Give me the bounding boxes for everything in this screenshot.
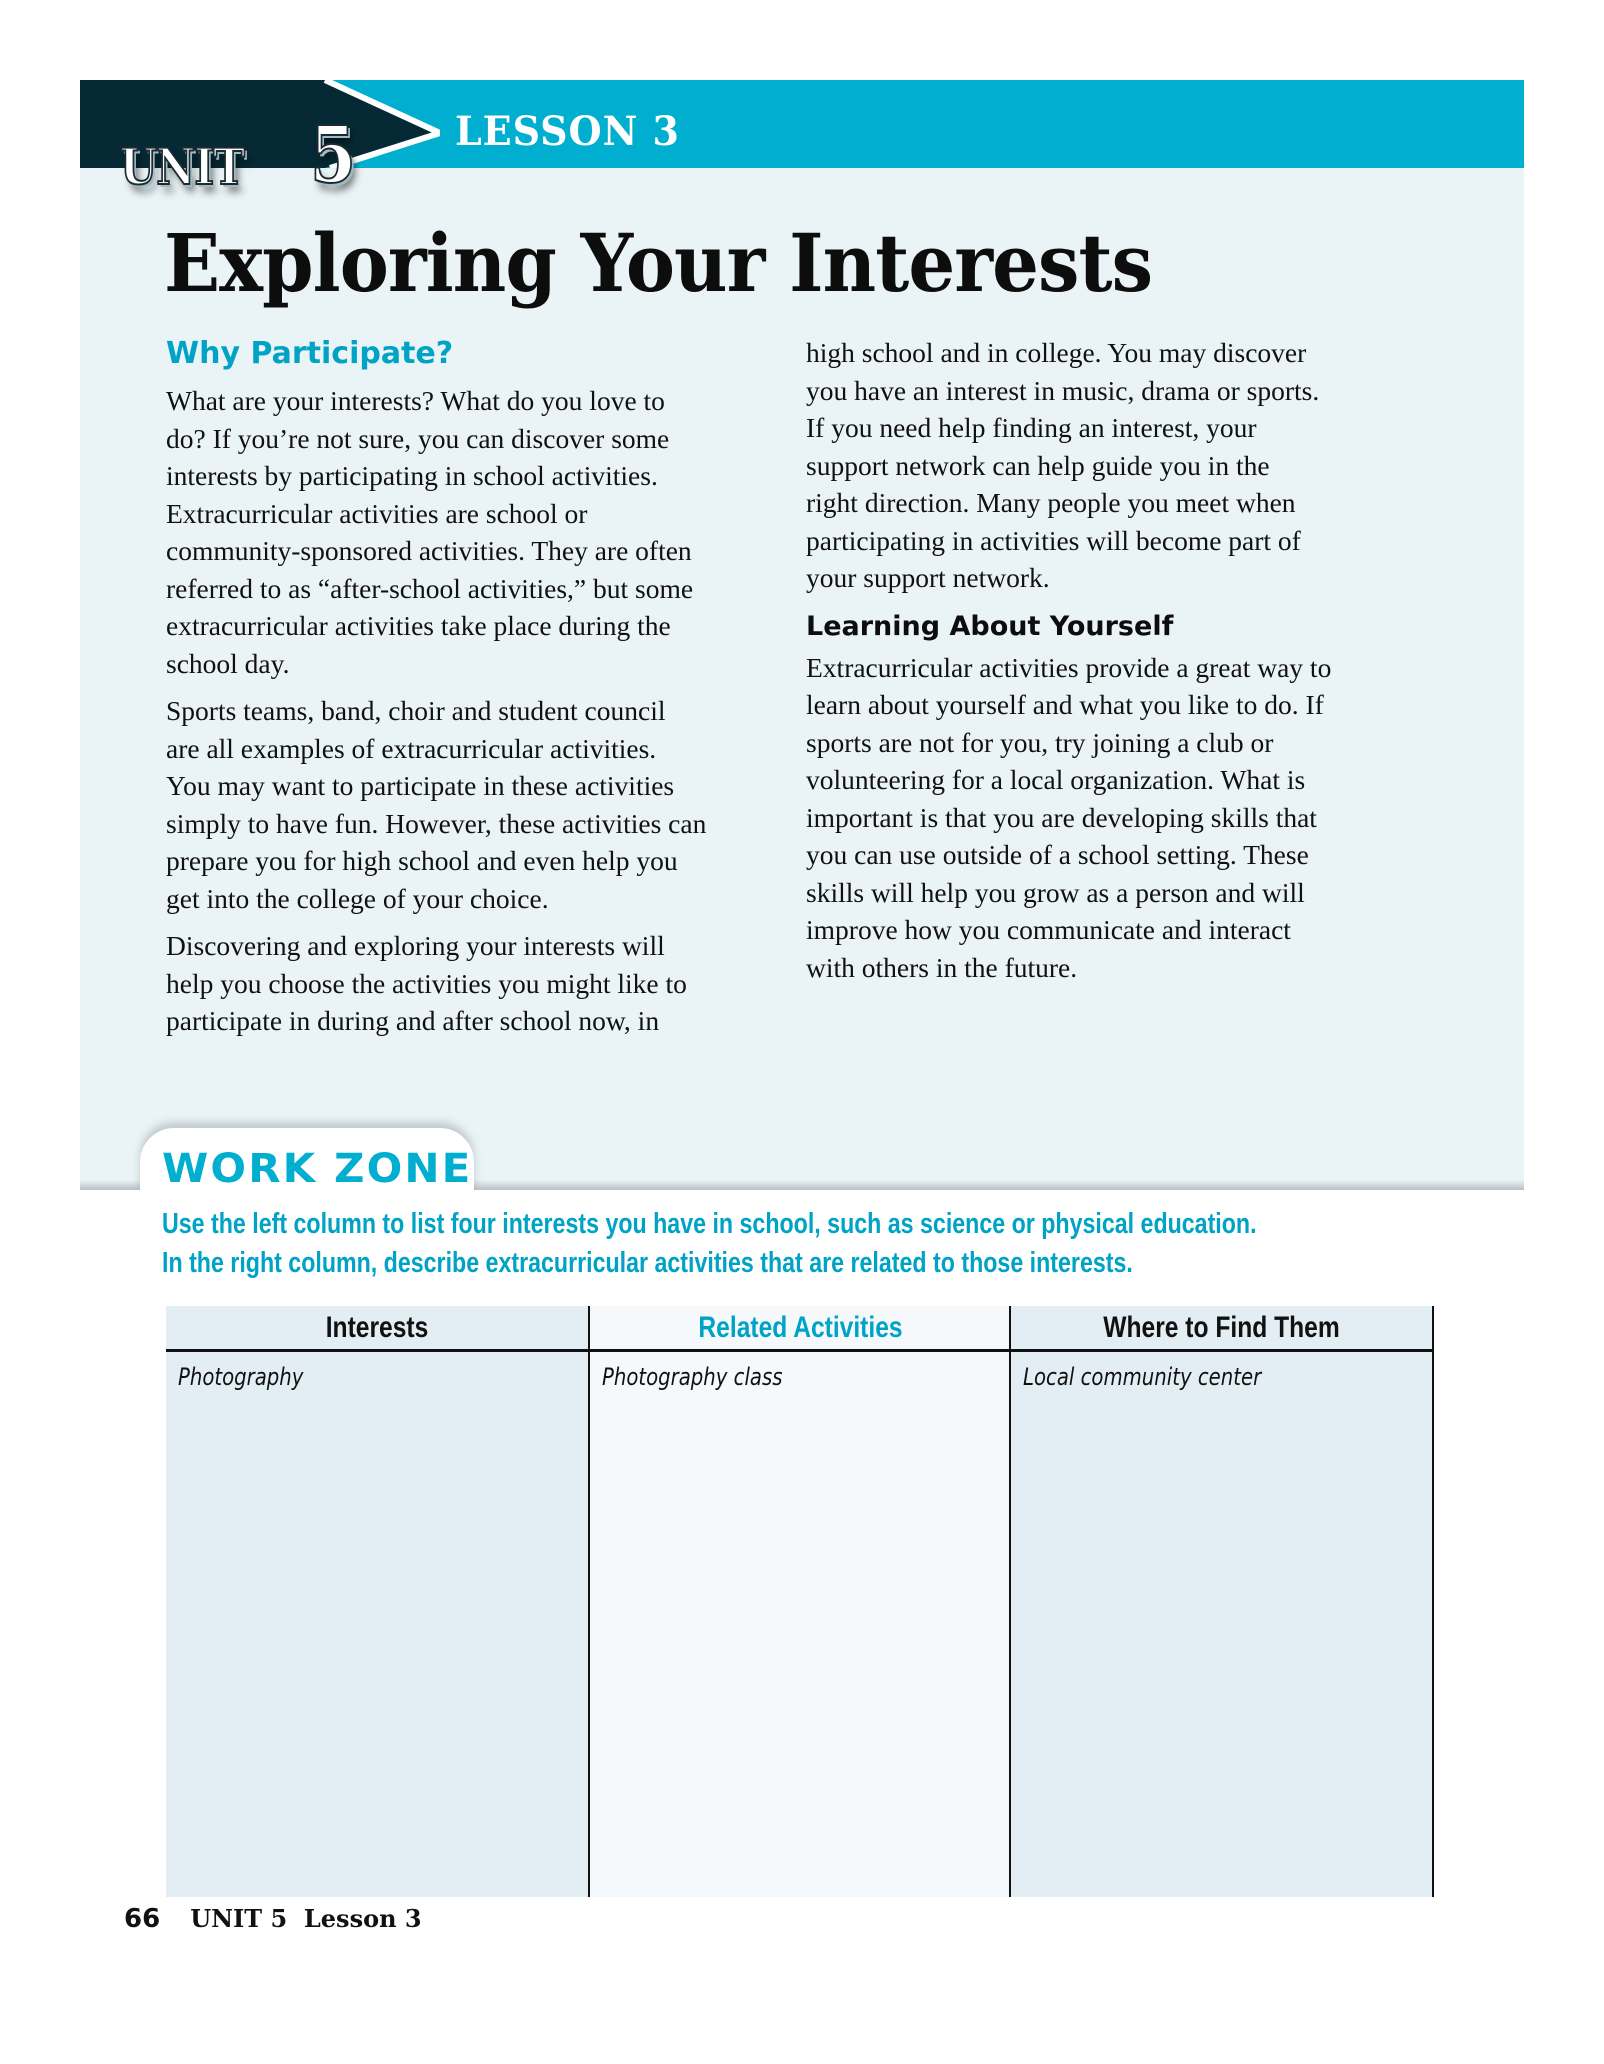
left-column xyxy=(166,334,766,1050)
unit-word: UNIT xyxy=(120,137,245,196)
right-column xyxy=(806,334,1416,996)
paragraph: What are your interests? What do you love to do? If you’re not sure, you can discover some interests by participating in school activities. Extracurricular activities are school or community-sponsored activities. They are often referred to as “after-school activities,” but some extracurricular activities take place during the school day. xyxy=(166,385,694,679)
paragraph: Extracurricular activities provide a great way to learn about yourself and what you like to do. If sports are not for you, try joining a club or volunteering for a local organization. What is important is that you are developing skills that you can use outside of a school setting. These skills will help you grow as a person and will improve how you communicate and interact with others in the future. xyxy=(806,651,1332,983)
column-related-activities[interactable] xyxy=(588,1306,1011,1897)
paragraph: Sports teams, band, choir and student council are all examples of extracurricular activities. You may want to participate in these activities simply to have fun. However, these activities can prepare you for high school and even help you get into the college of your choice. xyxy=(166,695,707,914)
header-divider xyxy=(166,1349,1432,1352)
work-zone-instructions: Use the left column to list four interests you have in school, such as science or physical education. In the right column, describe extracurricular activities that are related to those interests. xyxy=(162,1208,1257,1279)
column-interests[interactable] xyxy=(166,1306,588,1897)
page-number: 66 xyxy=(124,1904,161,1934)
work-zone-table xyxy=(166,1306,1432,1897)
paragraph: high school and in college. You may discover you have an interest in music, drama or sports. If you need help finding an interest, your support network can help guide you in the right direction. Many people you meet when participating in activities will become part of your support network. xyxy=(806,337,1320,593)
paragraph: Discovering and exploring your interests will help you choose the activities you might like to participate in during and after school now, in xyxy=(166,930,687,1036)
page-footer xyxy=(124,1904,422,1934)
column-where-to-find[interactable] xyxy=(1009,1306,1434,1897)
unit-number: 5 xyxy=(310,110,357,201)
column-header: Interests xyxy=(325,1311,429,1344)
column-header: Where to Find Them xyxy=(1103,1311,1340,1344)
table-cell[interactable]: Local community center xyxy=(1023,1363,1262,1391)
work-zone-title: WORK ZONE xyxy=(162,1146,473,1192)
footer-label: UNIT 5 Lesson 3 xyxy=(190,1904,422,1933)
table-cell[interactable]: Photography class xyxy=(602,1363,783,1391)
table-cell[interactable]: Photography xyxy=(178,1363,304,1391)
lesson-label: LESSON 3 xyxy=(455,108,680,155)
why-participate-heading: Why Participate? xyxy=(166,336,454,371)
learning-heading: Learning About Yourself xyxy=(806,610,1174,642)
unit-badge xyxy=(120,110,357,201)
column-header: Related Activities xyxy=(698,1311,903,1344)
page-title: Exploring Your Interests xyxy=(164,216,1153,310)
